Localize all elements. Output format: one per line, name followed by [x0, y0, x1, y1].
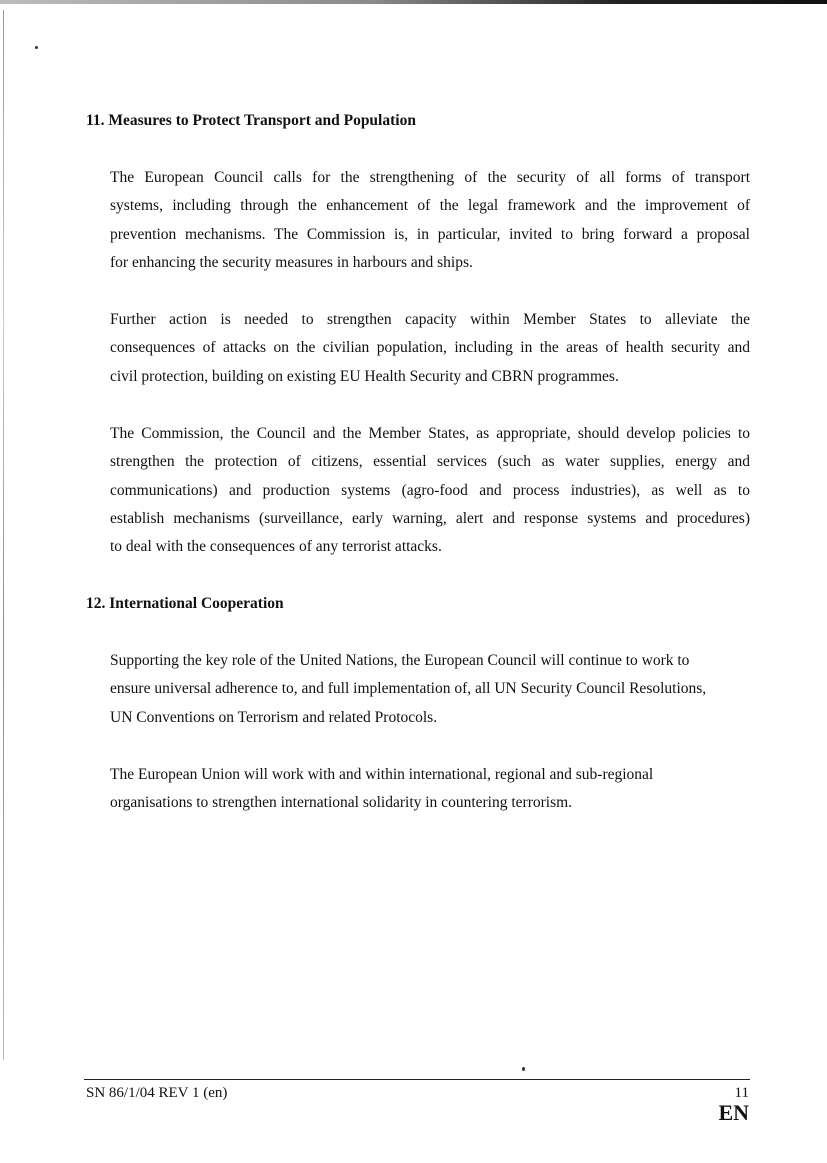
paragraph-civilian-protection: [110, 306, 750, 391]
page-number: 11: [734, 1085, 749, 1101]
text-line: Supporting the key role of the United Nations, the European Council will continue to work to: [110, 652, 690, 669]
text-line: to deal with the consequences of any terrorist attacks.: [110, 538, 442, 556]
section-heading-international: 12. International Cooperation: [86, 595, 284, 612]
scan-speck: [35, 46, 38, 49]
text-line: establish mechanisms (surveillance, early warning, alert and response systems and procedures): [110, 509, 750, 527]
scan-speck: [522, 1067, 525, 1071]
text-line: UN Conventions on Terrorism and related Protocols.: [110, 708, 438, 726]
section-heading-transport: 11. Measures to Protect Transport and Population: [86, 112, 416, 129]
text-line: systems, including through the enhancement of the legal framework and the improvement of: [110, 197, 750, 215]
footer-divider: [84, 1079, 750, 1080]
text-line: strengthen the protection of citizens, essential services (such as water supplies, energy and: [110, 453, 750, 471]
text-line: civil protection, building on existing EU Health Security and CBRN programmes.: [110, 367, 619, 385]
scan-left-edge: [3, 10, 4, 1060]
text-line: organisations to strengthen international solidarity in countering terrorism.: [110, 794, 573, 812]
scan-top-border: [0, 0, 827, 4]
text-line: consequences of attacks on the civilian population, including in the areas of health security and: [110, 339, 750, 357]
text-line: Further action is needed to strengthen capacity within Member States to alleviate the: [110, 311, 750, 328]
paragraph-policies: [110, 420, 750, 561]
language-code: EN: [718, 1100, 749, 1125]
document-reference: SN 86/1/04 REV 1 (en): [86, 1085, 228, 1101]
text-line: for enhancing the security measures in harbours and ships.: [110, 253, 473, 271]
text-line: ensure universal adherence to, and full implementation of, all UN Security Council Resolutions,: [110, 680, 707, 698]
text-line: prevention mechanisms. The Commission is, in particular, invited to bring forward a proposal: [110, 225, 750, 243]
text-line: communications) and production systems (agro-food and process industries), as well as to: [110, 481, 750, 499]
paragraph-united-nations: [110, 647, 750, 732]
paragraph-international-solidarity: [110, 761, 750, 818]
text-line: The Commission, the Council and the Member States, as appropriate, should develop policies to: [110, 425, 750, 442]
paragraph-transport-security: [110, 164, 750, 277]
text-line: The European Council calls for the strengthening of the security of all forms of transport: [110, 169, 750, 186]
text-line: The European Union will work with and within international, regional and sub-regional: [110, 766, 654, 783]
